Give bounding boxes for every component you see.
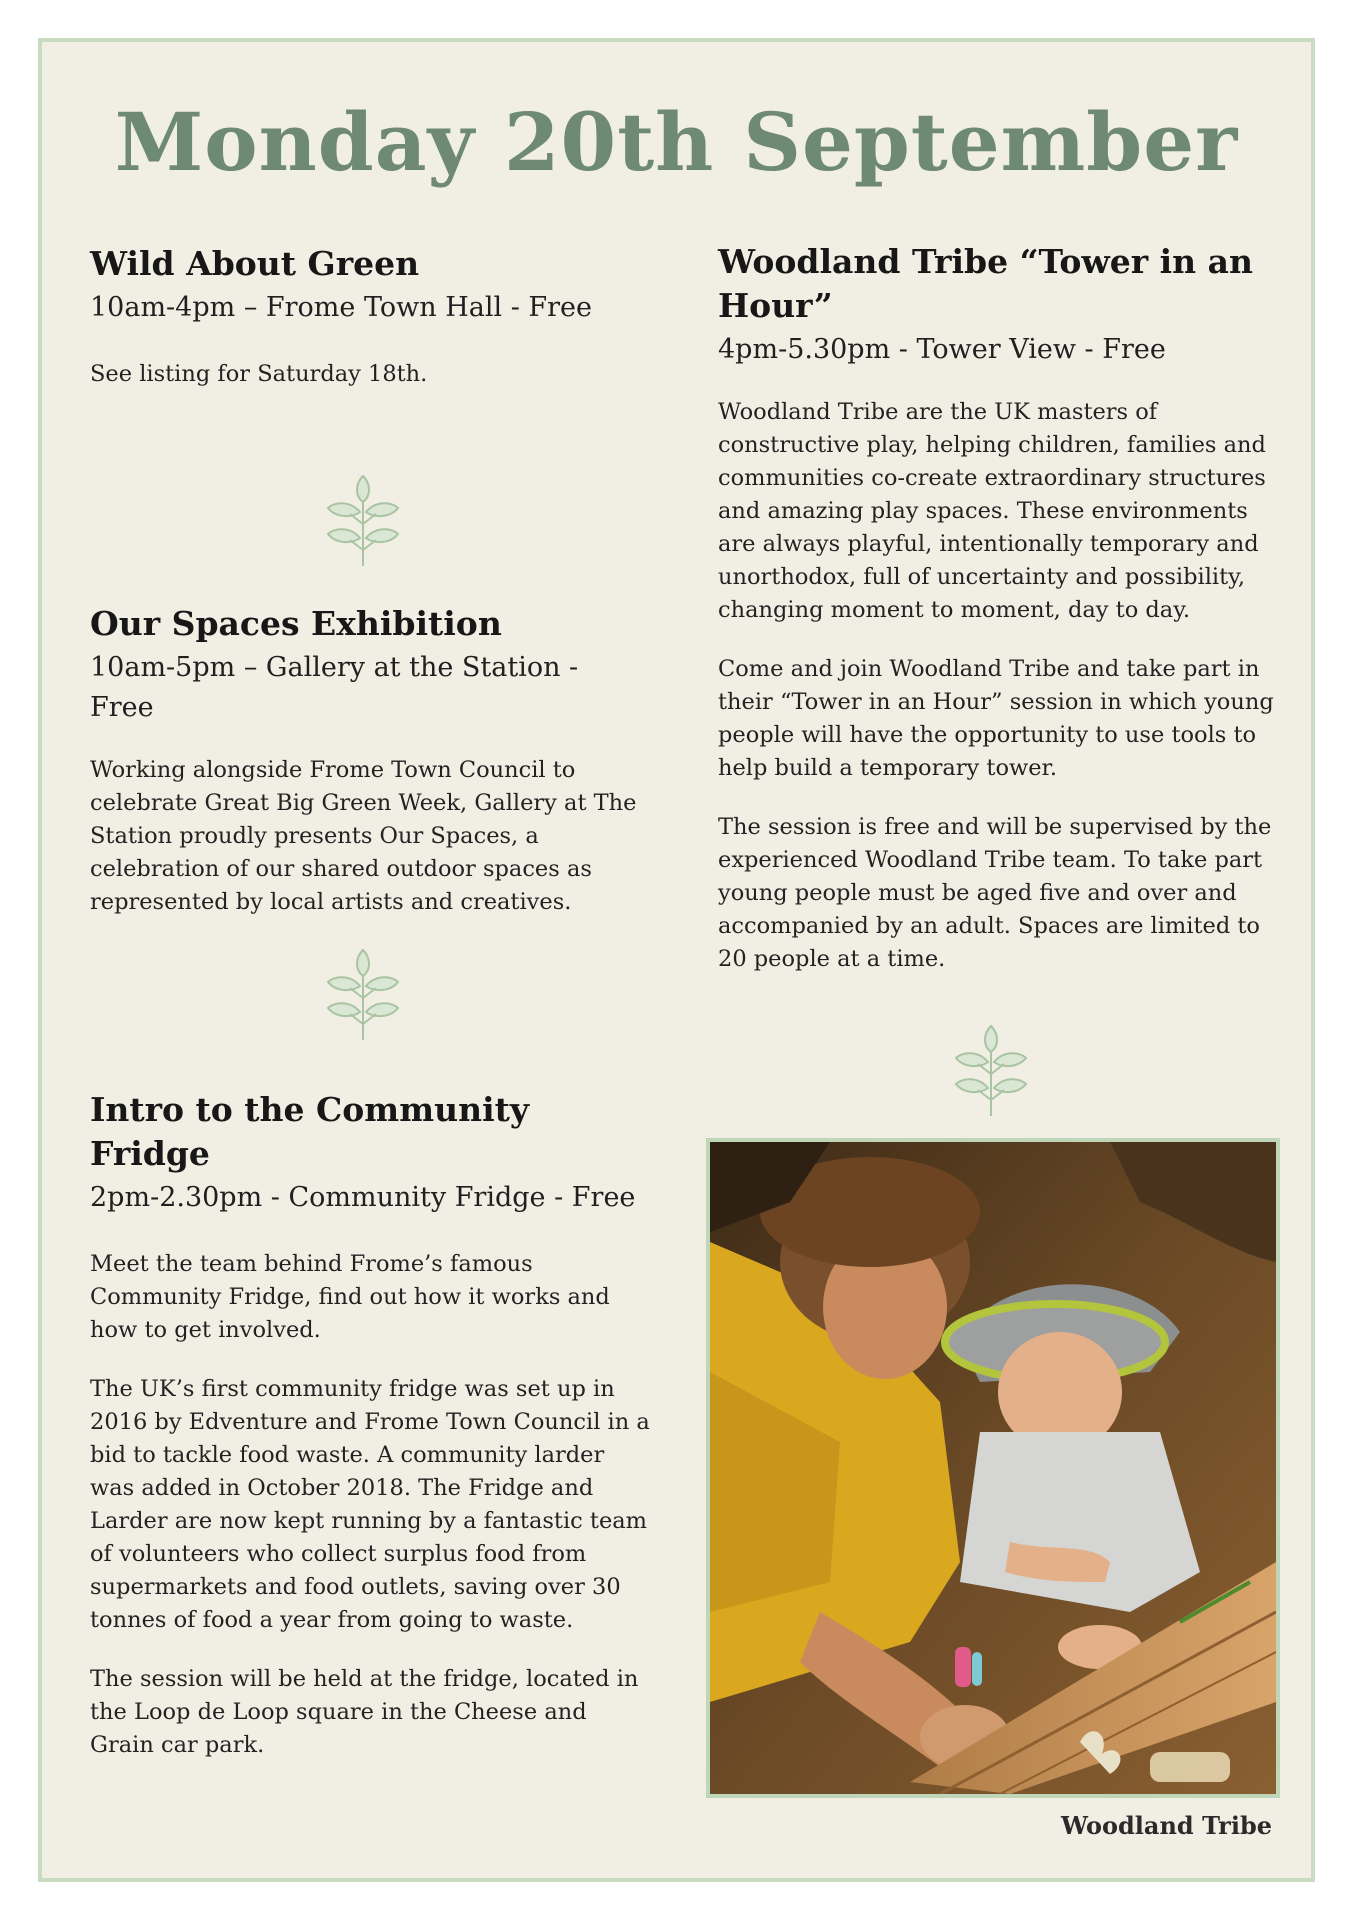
event-time: 2pm-2.30pm - Community Fridge - Free <box>90 1182 636 1213</box>
event-description: The session will be held at the fridge, located in the Loop de Loop square in the Cheese and Grain car park. <box>90 1666 639 1758</box>
event-title: Woodland Tribe “Tower in an Hour” <box>718 242 1254 325</box>
event-description: The session is free and will be supervised by the experienced Woodland Tribe team. To take part young people must be aged five and over and accompanied by an adult. Spaces are limited to 20 people at a time. <box>718 814 1272 972</box>
photo-caption: Woodland Tribe <box>1061 1811 1272 1840</box>
event-woodland-tribe <box>718 240 1278 976</box>
event-description: Working alongside Frome Town Council to celebrate Great Big Green Week, Gallery at The Station proudly presents Our Spaces, a celebration of our shared outdoor spaces as represented by local artists and creatives. <box>90 757 637 915</box>
event-description: See listing for Saturday 18th. <box>90 361 428 387</box>
event-description: Meet the team behind Frome’s famous Community Fridge, find out how it works and how to get involved. <box>90 1251 610 1343</box>
event-title: Wild About Green <box>90 244 420 283</box>
photo-illustration <box>710 1142 1276 1794</box>
leaf-sprig-icon <box>320 472 406 570</box>
event-our-spaces <box>90 602 650 919</box>
woodland-tribe-photo <box>706 1138 1280 1798</box>
event-time: 4pm-5.30pm - Tower View - Free <box>718 334 1166 365</box>
event-description: Come and join Woodland Tribe and take part in their “Tower in an Hour” session in which young people will have the opportunity to use tools to help build a temporary tower. <box>718 656 1274 781</box>
event-title: Our Spaces Exhibition <box>90 604 502 643</box>
event-community-fridge <box>90 1088 650 1762</box>
leaf-sprig-icon <box>320 946 406 1044</box>
leaf-sprig-icon <box>948 1022 1034 1120</box>
event-description: The UK’s first community fridge was set up in 2016 by Edventure and Frome Town Council in a bid to tackle food waste. A community larder was added in October 2018. The Fridge and Larder are now kept running by a fantastic team of volunteers who collect surplus food from supermarkets and food outlets, saving over 30 tonnes of food a year from going to waste. <box>90 1376 650 1633</box>
event-title: Intro to the Community Fridge <box>90 1090 530 1173</box>
event-description: Woodland Tribe are the UK masters of constructive play, helping children, families and communities co-create extraordinary structures and amazing play spaces. These environments are always playful, intentionally temporary and unorthodox, full of uncertainty and possibility, changing moment to moment, day to day. <box>718 399 1266 623</box>
event-time: 10am-4pm – Frome Town Hall - Free <box>90 292 593 323</box>
page-title: Monday 20th September <box>114 95 1239 189</box>
event-wild-about-green <box>90 242 650 391</box>
event-time: 10am-5pm – Gallery at the Station - Free <box>90 652 579 723</box>
